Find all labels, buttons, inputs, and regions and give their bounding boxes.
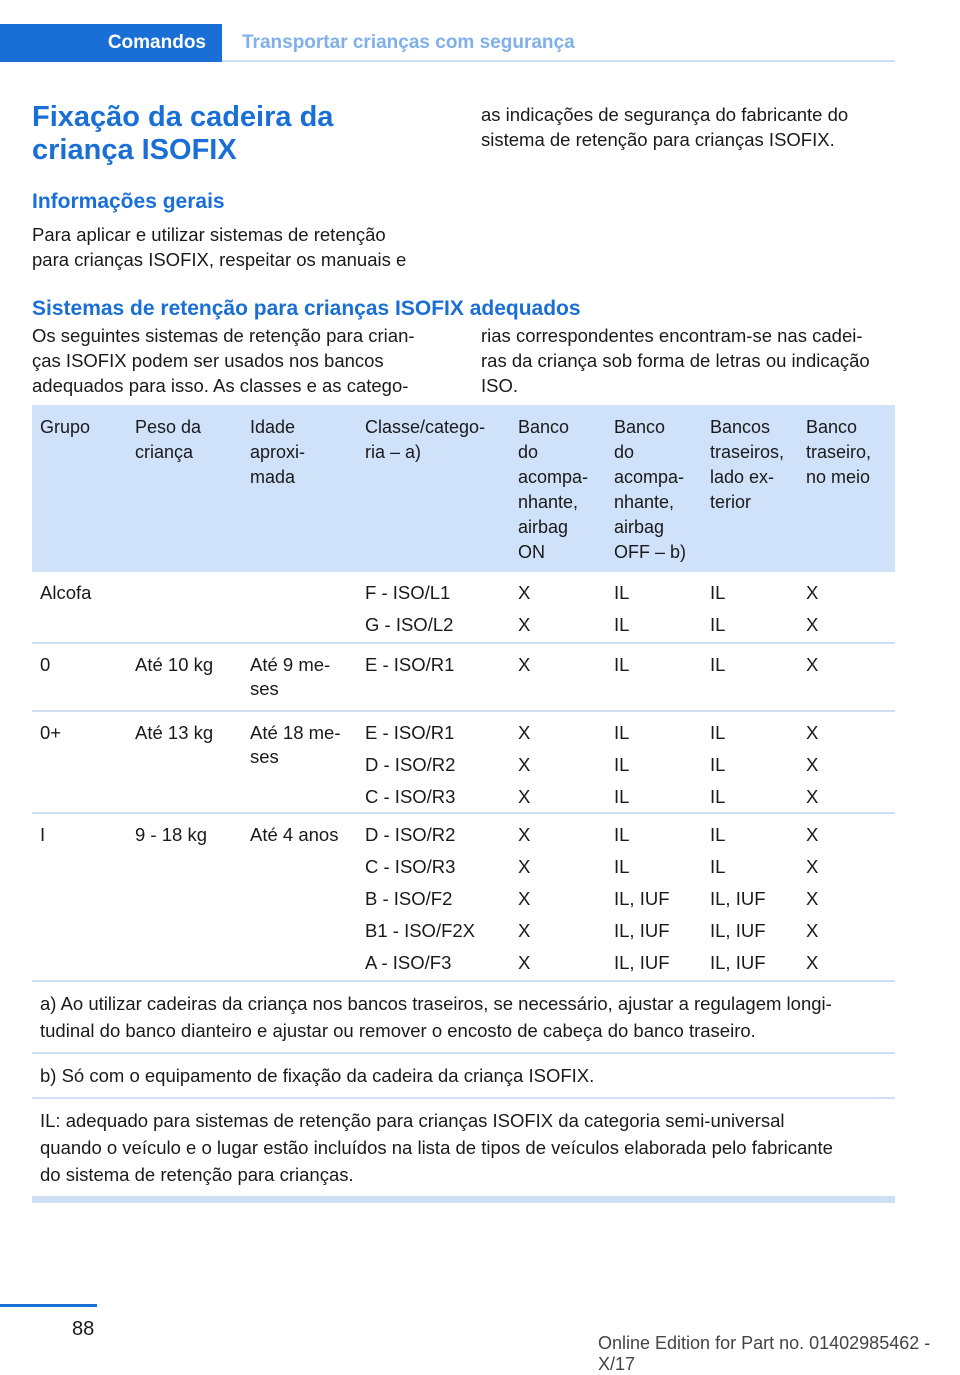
cell-value: X bbox=[806, 824, 819, 845]
cell-value: X bbox=[806, 654, 819, 675]
cell-value: IL, IUF bbox=[710, 888, 766, 909]
cell-value: B1 - ISO/F2X bbox=[365, 920, 476, 941]
column-header bbox=[250, 415, 305, 490]
intro-left bbox=[32, 222, 406, 272]
cell-group: Alcofa bbox=[40, 582, 92, 603]
tab-section-label: Transportar crianças com segurança bbox=[242, 32, 575, 53]
cell-group: 0+ bbox=[40, 722, 62, 743]
cell-value: X bbox=[518, 582, 531, 603]
tab-comandos-label: Comandos bbox=[107, 32, 206, 53]
footer-rule bbox=[0, 1304, 97, 1307]
column-header-line: Classe/catego- bbox=[365, 417, 486, 437]
cell-value: G - ISO/L2 bbox=[365, 614, 454, 635]
cell-value: X bbox=[518, 952, 531, 973]
cell-value: X bbox=[806, 614, 819, 635]
cell-value: X bbox=[806, 786, 819, 807]
cell-airbag-off bbox=[614, 717, 629, 813]
column-header-line: do bbox=[518, 442, 539, 462]
cell-weight: 9 - 18 kg bbox=[135, 824, 207, 845]
cell-rear-middle bbox=[806, 649, 818, 681]
cell-value: X bbox=[518, 888, 531, 909]
intro-right bbox=[481, 102, 848, 152]
cell-value: IL bbox=[710, 722, 726, 743]
isofix-table bbox=[32, 405, 895, 1203]
section-left bbox=[32, 323, 415, 398]
cell-value: C - ISO/R3 bbox=[365, 856, 456, 877]
cell-value: IL bbox=[614, 614, 630, 635]
section-title: Sistemas de retenção para crianças ISOFIX adequados bbox=[32, 297, 581, 320]
table-bottom-rule bbox=[32, 1198, 895, 1203]
cell-airbag-on bbox=[518, 819, 530, 979]
cell-age-line: ses bbox=[250, 746, 279, 767]
cell-rear-middle bbox=[806, 577, 818, 641]
cell-value: IL bbox=[614, 754, 630, 775]
cell-value: X bbox=[806, 952, 819, 973]
column-header-line: acompa- bbox=[614, 467, 685, 487]
cell-airbag-on bbox=[518, 717, 530, 813]
column-header-line: Banco bbox=[806, 417, 858, 437]
cell-value: X bbox=[806, 722, 819, 743]
cell-rear-middle bbox=[806, 819, 818, 979]
column-header bbox=[40, 415, 90, 440]
cell-value: IL bbox=[710, 582, 726, 603]
cell-value: IL, IUF bbox=[710, 920, 766, 941]
table-header bbox=[32, 405, 895, 572]
section-right bbox=[481, 323, 870, 398]
cell-age bbox=[250, 721, 341, 769]
cell-value: X bbox=[518, 754, 531, 775]
cell-age-line: Até 4 anos bbox=[250, 824, 339, 845]
column-header-line: criança bbox=[135, 442, 194, 462]
cell-value: IL, IUF bbox=[614, 920, 670, 941]
cell-value: X bbox=[806, 582, 819, 603]
table-body bbox=[32, 572, 895, 982]
table-note-line: a) Ao utilizar cadeiras da criança nos bancos traseiros, se necessário, ajustar a regulagem longi- bbox=[40, 993, 832, 1014]
table-row bbox=[32, 644, 895, 712]
cell-value: X bbox=[518, 920, 531, 941]
edition-text: Online Edition for Part no. 01402985462 - X/17 bbox=[598, 1333, 931, 1374]
cell-age bbox=[250, 653, 330, 701]
column-header-line: OFF – b) bbox=[614, 542, 687, 562]
cell-value: C - ISO/R3 bbox=[365, 786, 456, 807]
column-header-line: Banco bbox=[518, 417, 570, 437]
cell-classes bbox=[365, 649, 454, 681]
cell-value: IL bbox=[614, 856, 630, 877]
column-header-line: ON bbox=[518, 542, 545, 562]
cell-rear-middle bbox=[806, 717, 818, 813]
cell-value: E - ISO/R1 bbox=[365, 722, 455, 743]
cell-airbag-off bbox=[614, 819, 670, 979]
table-row bbox=[32, 814, 895, 982]
page-title-line: Fixação da cadeira da bbox=[32, 101, 334, 133]
column-header bbox=[135, 415, 201, 465]
column-header-line: Peso da bbox=[135, 417, 202, 437]
cell-value: A - ISO/F3 bbox=[365, 952, 452, 973]
cell-classes bbox=[365, 819, 475, 979]
cell-value: X bbox=[518, 786, 531, 807]
column-header-line: no meio bbox=[806, 467, 871, 487]
column-header-line: traseiros, bbox=[710, 442, 785, 462]
cell-classes bbox=[365, 717, 455, 813]
cell-value: B - ISO/F2 bbox=[365, 888, 453, 909]
cell-value: X bbox=[518, 654, 531, 675]
cell-weight: Até 10 kg bbox=[135, 654, 214, 675]
text-line: ras da criança sob forma de letras ou indicação bbox=[481, 350, 870, 371]
cell-airbag-on bbox=[518, 649, 530, 681]
table-note-line: IL: adequado para sistemas de retenção para crianças ISOFIX da categoria semi-universal bbox=[40, 1110, 785, 1131]
text-line: para crianças ISOFIX, respeitar os manuais e bbox=[32, 249, 407, 270]
cell-rear-outer bbox=[710, 819, 766, 979]
cell-value: IL bbox=[710, 754, 726, 775]
column-header-line: airbag bbox=[518, 517, 569, 537]
cell-value: X bbox=[518, 722, 531, 743]
cell-value: IL, IUF bbox=[614, 888, 670, 909]
cell-value: E - ISO/R1 bbox=[365, 654, 455, 675]
cell-age-line: ses bbox=[250, 678, 279, 699]
subtitle: Informações gerais bbox=[32, 190, 225, 213]
cell-rear-outer bbox=[710, 649, 725, 681]
column-header bbox=[806, 415, 871, 490]
column-header-line: ria – a) bbox=[365, 442, 422, 462]
page-title-line: criança ISOFIX bbox=[32, 134, 237, 166]
page-number: 88 bbox=[72, 1318, 95, 1340]
column-header-line: Banco bbox=[614, 417, 666, 437]
text-line: ças ISOFIX podem ser usados nos bancos bbox=[32, 350, 384, 371]
column-header-line: do bbox=[614, 442, 635, 462]
table-note bbox=[32, 1054, 895, 1099]
cell-airbag-on bbox=[518, 577, 530, 641]
cell-age bbox=[250, 823, 338, 847]
cell-age-line: Até 9 me- bbox=[250, 654, 331, 675]
cell-rear-outer bbox=[710, 577, 725, 641]
cell-weight: Até 13 kg bbox=[135, 722, 214, 743]
cell-value: IL bbox=[710, 786, 726, 807]
table-row bbox=[32, 572, 895, 644]
column-header-line: lado ex- bbox=[710, 467, 775, 487]
column-header-line: acompa- bbox=[518, 467, 589, 487]
cell-value: IL bbox=[614, 654, 630, 675]
column-header-line: Bancos bbox=[710, 417, 771, 437]
cell-value: IL bbox=[710, 654, 726, 675]
cell-group: I bbox=[40, 824, 46, 845]
cell-value: X bbox=[518, 614, 531, 635]
cell-value: X bbox=[806, 754, 819, 775]
cell-rear-outer bbox=[710, 717, 725, 813]
text-line: rias correspondentes encontram-se nas cadei- bbox=[481, 325, 863, 346]
text-line: ISO. bbox=[481, 375, 519, 396]
cell-value: X bbox=[806, 856, 819, 877]
column-header-line: airbag bbox=[614, 517, 665, 537]
cell-value: IL bbox=[614, 824, 630, 845]
table-row bbox=[32, 712, 895, 814]
cell-value: IL, IUF bbox=[710, 952, 766, 973]
cell-value: D - ISO/R2 bbox=[365, 754, 456, 775]
column-header-line: terior bbox=[710, 492, 752, 512]
text-line: as indicações de segurança do fabricante do bbox=[481, 104, 849, 125]
cell-value: X bbox=[518, 856, 531, 877]
column-header-line: Idade bbox=[250, 417, 296, 437]
cell-value: IL bbox=[614, 722, 630, 743]
column-header bbox=[365, 415, 485, 465]
table-note-line: b) Só com o equipamento de fixação da cadeira da criança ISOFIX. bbox=[40, 1065, 595, 1086]
cell-airbag-off bbox=[614, 649, 629, 681]
column-header bbox=[518, 415, 588, 565]
cell-value: D - ISO/R2 bbox=[365, 824, 456, 845]
column-header bbox=[614, 415, 686, 565]
column-header-line: Grupo bbox=[40, 417, 91, 437]
cell-value: IL bbox=[614, 582, 630, 603]
tab-section[interactable] bbox=[242, 24, 575, 62]
cell-classes bbox=[365, 577, 453, 641]
cell-value: IL bbox=[614, 786, 630, 807]
cell-value: X bbox=[806, 888, 819, 909]
text-line: sistema de retenção para crianças ISOFIX. bbox=[481, 129, 835, 150]
text-line: adequados para isso. As classes e as catego- bbox=[32, 375, 409, 396]
text-line: Para aplicar e utilizar sistemas de retenção bbox=[32, 224, 386, 245]
cell-group: 0 bbox=[40, 654, 51, 675]
column-header-line: mada bbox=[250, 467, 296, 487]
table-note-line: quando o veículo e o lugar estão incluídos na lista de tipos de veículos elaborada pelo fabricante bbox=[40, 1137, 833, 1158]
cell-value: X bbox=[518, 824, 531, 845]
page-title bbox=[32, 101, 452, 167]
table-notes bbox=[32, 982, 895, 1198]
cell-value: IL bbox=[710, 614, 726, 635]
column-header-line: aproxi- bbox=[250, 442, 306, 462]
table-note-line: tudinal do banco dianteiro e ajustar ou remover o encosto de cabeça do banco traseiro. bbox=[40, 1020, 756, 1041]
table-note bbox=[32, 982, 895, 1054]
text-line: Os seguintes sistemas de retenção para crian- bbox=[32, 325, 415, 346]
cell-airbag-off bbox=[614, 577, 629, 641]
cell-age-line: Até 18 me- bbox=[250, 722, 341, 743]
table-note-line: do sistema de retenção para crianças. bbox=[40, 1164, 354, 1185]
tab-comandos[interactable] bbox=[0, 24, 222, 62]
column-header-line: nhante, bbox=[518, 492, 579, 512]
cell-value: IL bbox=[710, 856, 726, 877]
cell-value: IL bbox=[710, 824, 726, 845]
column-header-line: nhante, bbox=[614, 492, 675, 512]
cell-value: IL, IUF bbox=[614, 952, 670, 973]
cell-value: F - ISO/L1 bbox=[365, 582, 451, 603]
cell-value: X bbox=[806, 920, 819, 941]
table-note bbox=[32, 1099, 895, 1198]
column-header bbox=[710, 415, 784, 515]
column-header-line: traseiro, bbox=[806, 442, 872, 462]
